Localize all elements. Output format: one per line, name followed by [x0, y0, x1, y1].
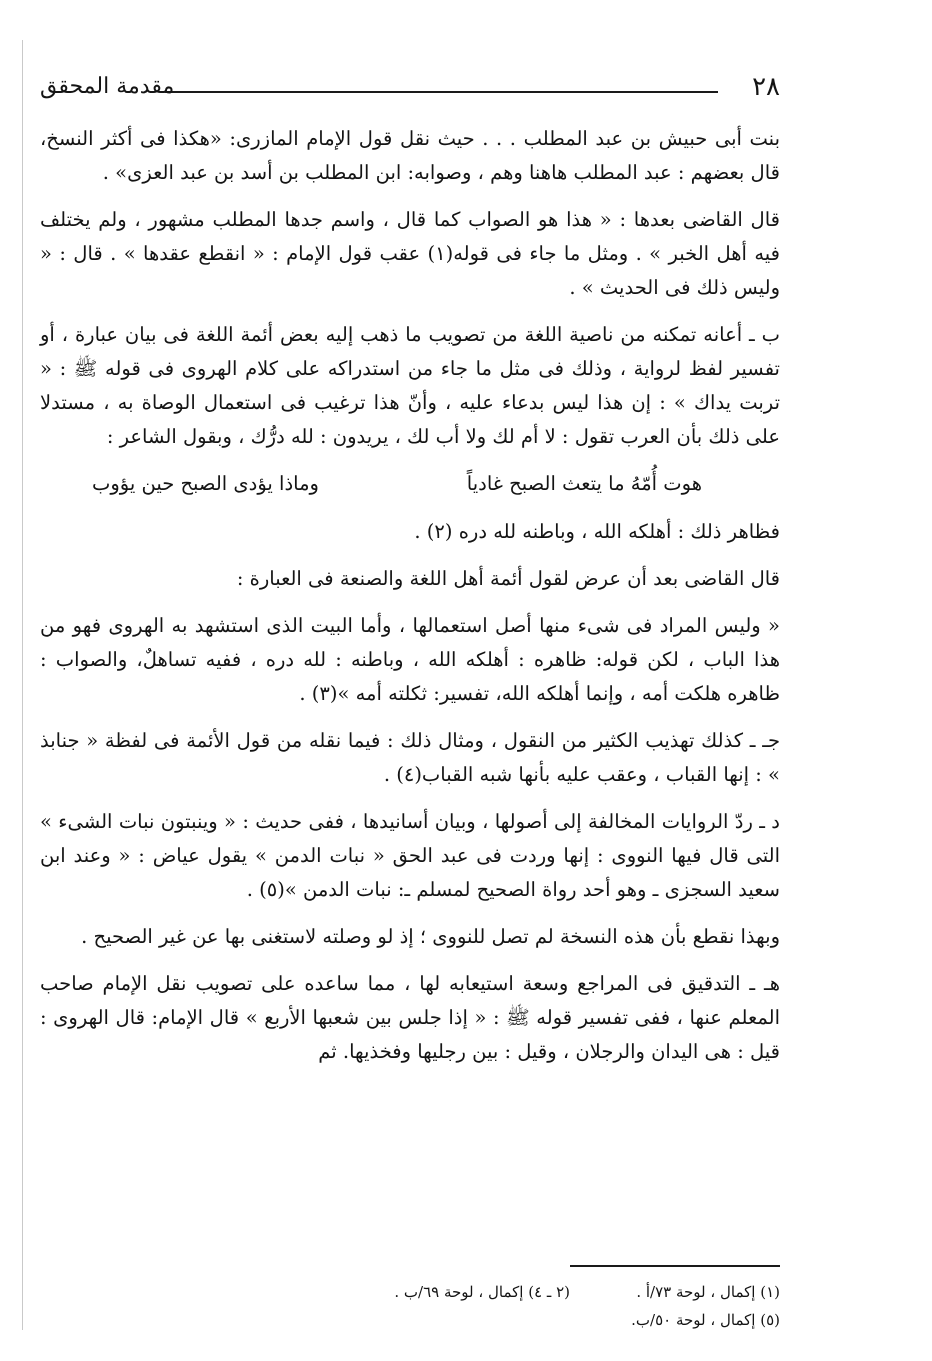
header-rule [165, 91, 718, 93]
footnote-rule [570, 1265, 780, 1267]
footnote-5: (٥) إكمال ، لوحة ٥٠/ب. [631, 1311, 780, 1329]
footnotes [40, 1278, 780, 1334]
body-text [40, 122, 780, 1069]
scan-edge-line [22, 40, 23, 1330]
paragraph-4: فظاهر ذلك : أهلكه الله ، وباطنه لله دره (٢) . [414, 520, 780, 543]
paragraph-6: « وليس المراد فى شىء منها أصل استعمالها ، وأما البيت الذى استشهد به الهروى فهو من هذا الباب ، لكن قوله: ظاهره : أهلكه الله ، وباطنه : لله دره ، ففيه تساهلٌ، والصواب : ظاهره هلكت أمه ، وإنما أهلكه الله، تفسير: ثكلته أمه »(٣) . [40, 614, 780, 705]
paragraph-9: وبهذا نقطع بأن هذه النسخة لم تصل للنووى ؛ إذ لو وصلته لاستغنى بها عن غير الصحيح . [81, 925, 780, 948]
verse-second-hemistich: وماذا يؤدى الصبح حين يؤوب [92, 472, 319, 495]
paragraph-3: ب ـ أعانه تمكنه من ناصية اللغة من تصويب ما ذهب إليه بعض أئمة اللغة فى بيان عبارة ، أو تفسير لفظ لرواية ، وذلك فى مثل ما جاء من استدراكه على كلام الهروى فى قوله ﷺ : « تربت يداك » : إن هذا ليس بدعاء عليه ، وأنّ هذا ترغيب فى استعمال الوصاة به ، مستدلا على ذلك بأن العرب تقول : لا أم لك ولا أب لك ، يريدون : لله درُّك ، وبقول الشاعر : [40, 323, 780, 448]
paragraph-5: قال القاضى بعد أن عرض لقول أئمة أهل اللغة والصنعة فى العبارة : [236, 567, 780, 590]
footnote-2-4: (٢ ـ ٤) إكمال ، لوحة ٦٩/ب . [394, 1283, 570, 1301]
paragraph-1: بنت أبى حبيش بن عبد المطلب . . . حيث نقل قول الإمام المازرى: «هكذا فى أكثر النسخ، قال بعضهم : عبد المطلب هاهنا وهم ، وصوابه: ابن المطلب بن أسد بن عبد العزى» . [40, 127, 780, 184]
page-header [40, 60, 780, 104]
poetry-verse [92, 467, 702, 501]
page-number: ٢٨ [752, 72, 780, 102]
paragraph-7: جـ ـ كذلك تهذيب الكثير من النقول ، ومثال ذلك : فيما نقله من قول الأئمة فى لفظة « جنابذ » : إنها القباب ، وعقب عليه بأنها شبه القباب(٤) . [40, 729, 780, 786]
book-page [40, 60, 780, 1340]
paragraph-10: هـ ـ التدقيق فى المراجع وسعة استيعابه لها ، مما ساعده على تصويب نقل الإمام صاحب المعلم عنها ، ففى تفسير قوله ﷺ : « إذا جلس بين شعبها الأربع » قال الإمام: قال الهروى : قيل : هى اليدان والرجلان ، وقيل : بين رجليها وفخذيها. ثم [40, 972, 780, 1063]
footnote-row [40, 1306, 780, 1334]
footnote-1: (١) إكمال ، لوحة ٧٣/أ . [636, 1283, 780, 1301]
footnote-row [40, 1278, 780, 1306]
paragraph-2: قال القاضى بعدها : « هذا هو الصواب كما قال ، واسم جدها المطلب مشهور ، ولم يختلف فيه أهل الخبر » . ومثل ما جاء فى قوله(١) عقب قول الإمام : « انقطع عقدها » . قال : « وليس ذلك فى الحديث » . [40, 208, 780, 299]
running-title: مقدمة المحقق [40, 74, 175, 99]
paragraph-8: د ـ ردّ الروايات المخالفة إلى أصولها ، وبيان أسانيدها ، ففى حديث : « وينبتون نبات الشىء » التى قال فيها النووى : إنها وردت فى عبد الحق « نبات الدمن » يقول عياض : « وعند ابن سعيد السجزى ـ وهو أحد رواة الصحيح لمسلم ـ: نبات الدمن »(٥) . [40, 810, 780, 901]
verse-first-hemistich: هوت أُمّهُ ما يتعث الصبح غادياً [466, 472, 702, 495]
